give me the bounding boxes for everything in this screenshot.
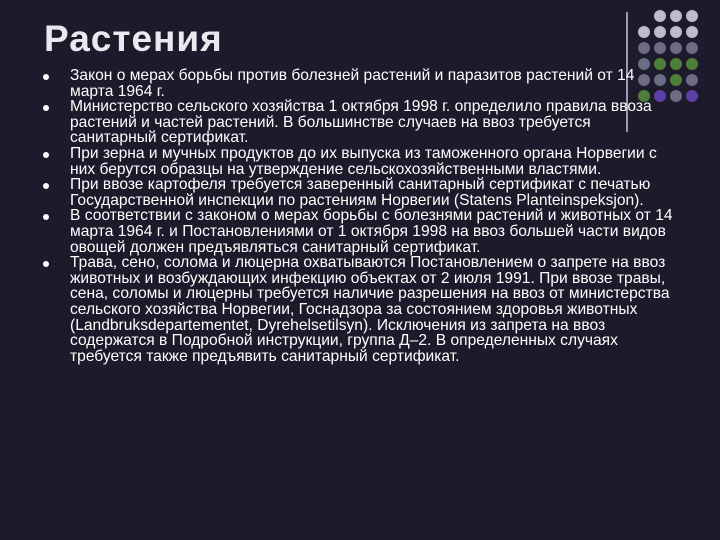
bullet-dot-icon: [43, 105, 49, 111]
bullet-item: [40, 208, 680, 255]
decorative-dot: [686, 90, 698, 102]
bullet-item: [40, 68, 680, 99]
bullet-dot-icon: [43, 152, 49, 158]
bullet-item: [40, 177, 680, 208]
decorative-dot: [670, 10, 682, 22]
bullet-text: Закон о мерах борьбы против болезней растений и паразитов растений от 14 марта 1964 г.: [70, 67, 635, 100]
bullet-item: [40, 255, 680, 364]
decorative-dot: [654, 26, 666, 38]
decorative-dot: [654, 42, 666, 54]
decorative-dot: [670, 26, 682, 38]
bullet-text: Трава, сено, солома и люцерна охватываются Постановлением о запрете на ввоз животных и возбуждающих инфекцию объектах от 2 июля 1991. При ввозе травы, сена, соломы и люцерны требуется наличие разрешения на ввоз от министерства сельского хозяйства Норвегии, Госнадзора за состоянием здоровья животных (Landbruksdepartementet, Dyrehelsetilsyn). Исключения из запрета на ввоз содержатся в Подробной инструкции, группа Д–2. В определенных случаях требуется также предъявить санитарный сертификат.: [70, 254, 670, 365]
decorative-dot: [686, 10, 698, 22]
decorative-dot: [686, 42, 698, 54]
bullet-dot-icon: [43, 261, 49, 267]
decorative-dot: [638, 10, 650, 22]
bullet-text: При ввозе картофеля требуется заверенный санитарный сертификат с печатью Государственной инспекции по растениям Норвегии (Statens Planteinspeksjon).: [70, 176, 651, 209]
decorative-dot: [686, 74, 698, 86]
decorative-dot: [670, 42, 682, 54]
bullet-text: Министерство сельского хозяйства 1 октября 1998 г. определило правила ввоза растений и частей растений. В большинстве случаев на ввоз требуется санитарный сертификат.: [70, 98, 652, 147]
decorative-dot: [654, 10, 666, 22]
bullet-dot-icon: [43, 74, 49, 80]
bullet-dot-icon: [43, 183, 49, 189]
bullet-item: [40, 99, 680, 146]
decorative-dot: [638, 42, 650, 54]
decorative-dot: [686, 58, 698, 70]
bullet-text: При зерна и мучных продуктов до их выпуска из таможенного органа Норвегии с них берутся образцы на утверждение сельскохозяйственными властями.: [70, 144, 657, 178]
bullet-item: [40, 146, 680, 177]
bullet-dot-icon: [43, 214, 49, 220]
slide-title: Растения: [44, 18, 223, 59]
decorative-dot: [686, 26, 698, 38]
bullet-text: В соответствии с законом о мерах борьбы с болезнями растений и животных от 14 марта 1964 г. и Постановлениями от 1 октября 1998 на ввоз большей части видов овощей должен предъявляться санитарный сертификат.: [70, 207, 673, 256]
bullet-list: [40, 68, 680, 364]
decorative-dot: [638, 26, 650, 38]
